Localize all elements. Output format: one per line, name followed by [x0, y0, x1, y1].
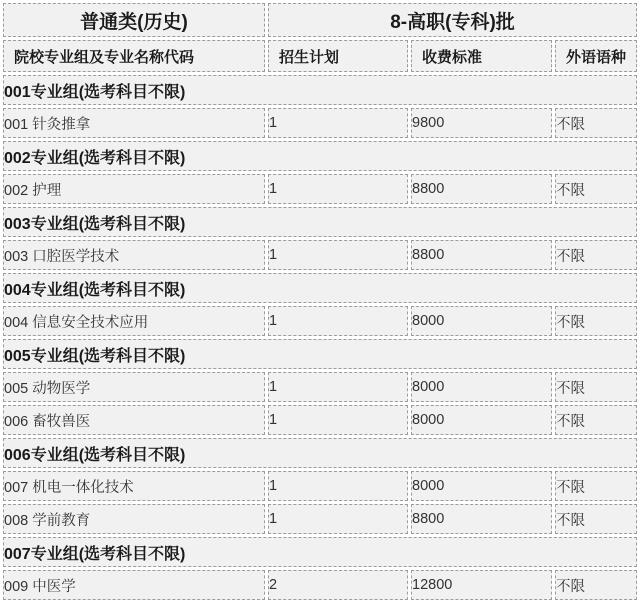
language-cell: 不限: [555, 240, 637, 270]
major-name-cell: 003 口腔医学技术: [3, 240, 265, 270]
group-header-row: [3, 438, 637, 468]
column-header-plan: 招生计划: [268, 40, 408, 72]
plan-cell: 1: [268, 240, 408, 270]
group-header-row: [3, 339, 637, 369]
plan-cell: 1: [268, 504, 408, 534]
group-header-row: [3, 207, 637, 237]
fee-cell: 12800: [411, 570, 552, 600]
fee-cell: 8000: [411, 405, 552, 435]
group-header-row: [3, 141, 637, 171]
language-cell: 不限: [555, 174, 637, 204]
major-name-cell: 009 中医学: [3, 570, 265, 600]
table-row: [3, 174, 637, 204]
plan-cell: 1: [268, 405, 408, 435]
language-cell: 不限: [555, 471, 637, 501]
major-name-cell: 008 学前教育: [3, 504, 265, 534]
language-cell: 不限: [555, 108, 637, 138]
fee-cell: 8800: [411, 504, 552, 534]
language-cell: 不限: [555, 306, 637, 336]
table-row: [3, 240, 637, 270]
fee-cell: 8000: [411, 471, 552, 501]
batch-right-header: 8-高职(专科)批: [268, 3, 637, 37]
plan-cell: 2: [268, 570, 408, 600]
category-header-row: [3, 3, 637, 37]
column-header-language: 外语语种: [555, 40, 637, 72]
major-name-cell: 007 机电一体化技术: [3, 471, 265, 501]
group-title: 003专业组(选考科目不限): [3, 207, 637, 237]
group-title: 002专业组(选考科目不限): [3, 141, 637, 171]
table-body: [3, 75, 637, 600]
group-header-row: [3, 273, 637, 303]
language-cell: 不限: [555, 405, 637, 435]
plan-cell: 1: [268, 372, 408, 402]
group-title: 001专业组(选考科目不限): [3, 75, 637, 105]
plan-cell: 1: [268, 306, 408, 336]
group-title: 006专业组(选考科目不限): [3, 438, 637, 468]
table-row: [3, 108, 637, 138]
plan-cell: 1: [268, 108, 408, 138]
fee-cell: 8000: [411, 306, 552, 336]
fee-cell: 9800: [411, 108, 552, 138]
fee-cell: 8800: [411, 240, 552, 270]
column-header-major-code: 院校专业组及专业名称代码: [3, 40, 265, 72]
column-header-row: [3, 40, 637, 72]
table-row: [3, 306, 637, 336]
table-row: [3, 570, 637, 600]
language-cell: 不限: [555, 570, 637, 600]
major-name-cell: 005 动物医学: [3, 372, 265, 402]
plan-cell: 1: [268, 471, 408, 501]
language-cell: 不限: [555, 372, 637, 402]
column-header-fee: 收费标准: [411, 40, 552, 72]
group-title: 007专业组(选考科目不限): [3, 537, 637, 567]
table-row: [3, 405, 637, 435]
major-name-cell: 002 护理: [3, 174, 265, 204]
group-title: 005专业组(选考科目不限): [3, 339, 637, 369]
language-cell: 不限: [555, 504, 637, 534]
group-title: 004专业组(选考科目不限): [3, 273, 637, 303]
fee-cell: 8800: [411, 174, 552, 204]
table-head: [3, 3, 637, 72]
table-row: [3, 471, 637, 501]
major-name-cell: 004 信息安全技术应用: [3, 306, 265, 336]
major-name-cell: 001 针灸推拿: [3, 108, 265, 138]
group-header-row: [3, 75, 637, 105]
group-header-row: [3, 537, 637, 567]
table-row: [3, 504, 637, 534]
category-left-header: 普通类(历史): [3, 3, 265, 37]
table-row: [3, 372, 637, 402]
fee-cell: 8000: [411, 372, 552, 402]
major-name-cell: 006 畜牧兽医: [3, 405, 265, 435]
plan-cell: 1: [268, 174, 408, 204]
